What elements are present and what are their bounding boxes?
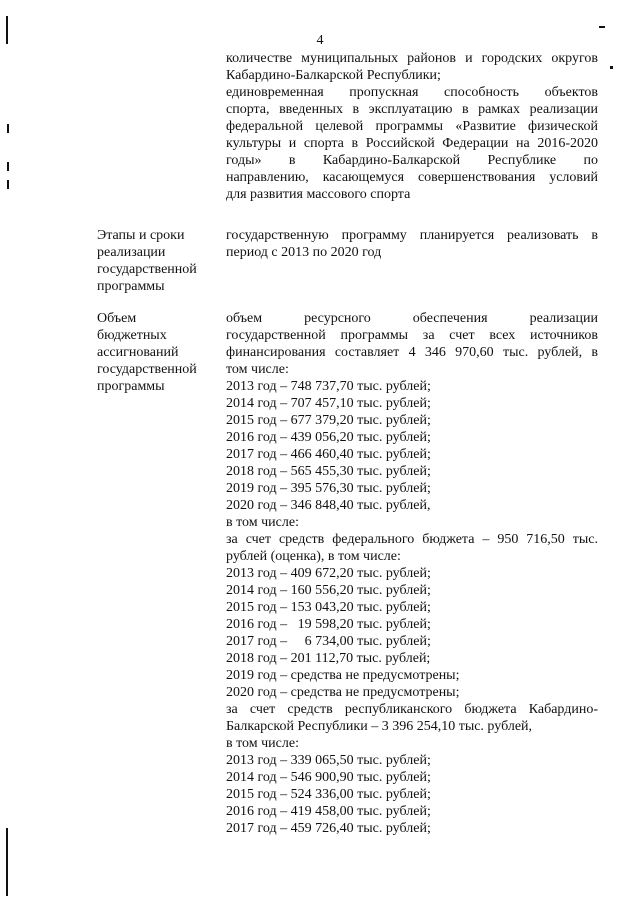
text-line: в том числе: [226, 515, 299, 530]
text-line: период с 2013 по 2020 год [226, 245, 382, 260]
scan-edge-mark [7, 124, 9, 133]
text-line: объем ресурсного обеспечения реализации [226, 311, 598, 326]
label-line: государственной [97, 262, 197, 277]
text-line: для развития массового спорта [226, 187, 411, 202]
year-amount-line: 2017 год – 466 460,40 тыс. рублей; [226, 447, 431, 462]
scan-edge-mark [7, 180, 9, 189]
label-line: бюджетных [97, 328, 167, 343]
year-amount-line: 2016 год – 439 056,20 тыс. рублей; [226, 430, 431, 445]
year-amount-line: 2015 год – 677 379,20 тыс. рублей; [226, 413, 431, 428]
scan-corner-mark [599, 26, 605, 28]
year-amount-line: 2015 год – 153 043,20 тыс. рублей; [226, 600, 431, 615]
text-line: культуры и спорта в Российской Федерации на 2016-2020 [226, 136, 598, 151]
year-amount-line: 2019 год – 395 576,30 тыс. рублей; [226, 481, 431, 496]
text-line: Балкарской Республики – 3 396 254,10 тыс. рублей, [226, 719, 533, 734]
scan-dot-mark [610, 66, 613, 69]
text-line: в том числе: [226, 736, 299, 751]
text-line: государственную программу планируется реализовать в [226, 228, 598, 243]
text-line: государственной программы за счет всех источников [226, 328, 598, 343]
text-line: спорта, введенных в эксплуатацию в рамках реализации [226, 102, 598, 117]
text-line: за счет средств федерального бюджета – 950 716,50 тыс. [226, 532, 598, 547]
text-line: направлению, касающемуся совершенствования условий [226, 170, 598, 185]
year-amount-line: 2015 год – 524 336,00 тыс. рублей; [226, 787, 431, 802]
year-amount-line: 2014 год – 707 457,10 тыс. рублей; [226, 396, 431, 411]
label-line: программы [97, 279, 165, 294]
year-amount-line: 2014 год – 546 900,90 тыс. рублей; [226, 770, 431, 785]
budget-label [97, 310, 222, 395]
text-line: Кабардино-Балкарской Республики; [226, 68, 441, 83]
label-line: ассигнований [97, 345, 179, 360]
label-line: программы [97, 379, 165, 394]
year-amount-line: 2016 год – 19 598,20 тыс. рублей; [226, 617, 431, 632]
text-line: количестве муниципальных районов и городских округов [226, 51, 598, 66]
text-line: за счет средств республиканского бюджета Кабардино- [226, 702, 598, 717]
year-amount-line: 2017 год – 6 734,00 тыс. рублей; [226, 634, 431, 649]
stages-text [226, 227, 598, 261]
text-line: финансирования составляет 4 346 970,60 тыс. рублей, в [226, 345, 598, 360]
label-line: государственной [97, 362, 197, 377]
year-amount-line: 2020 год – средства не предусмотрены; [226, 685, 460, 700]
label-line: реализации [97, 245, 166, 260]
budget-text [226, 310, 598, 837]
year-amount-line: 2014 год – 160 556,20 тыс. рублей; [226, 583, 431, 598]
year-amount-line: 2017 год – 459 726,40 тыс. рублей; [226, 821, 431, 836]
year-amount-line: 2013 год – 409 672,20 тыс. рублей; [226, 566, 431, 581]
label-line: Объем [97, 311, 137, 326]
year-amount-line: 2016 год – 419 458,00 тыс. рублей; [226, 804, 431, 819]
scan-edge-mark [6, 828, 8, 896]
label-line: Этапы и сроки [97, 228, 185, 243]
year-amount-line: 2018 год – 201 112,70 тыс. рублей; [226, 651, 431, 666]
text-line: том числе: [226, 362, 289, 377]
text-line: рублей (оценка), в том числе: [226, 549, 401, 564]
stages-label [97, 227, 222, 295]
year-amount-line: 2018 год – 565 455,30 тыс. рублей; [226, 464, 431, 479]
page-number: 4 [316, 33, 324, 48]
year-amount-line: 2020 год – 346 848,40 тыс. рублей, [226, 498, 431, 513]
scan-edge-mark [7, 162, 9, 171]
indicators-continuation [226, 50, 598, 203]
year-amount-line: 2019 год – средства не предусмотрены; [226, 668, 460, 683]
text-line: годы» в Кабардино-Балкарской Республике по [226, 153, 598, 168]
year-amount-line: 2013 год – 748 737,70 тыс. рублей; [226, 379, 431, 394]
year-amount-line: 2013 год – 339 065,50 тыс. рублей; [226, 753, 431, 768]
text-line: единовременная пропускная способность объектов [226, 85, 598, 100]
text-line: федеральной целевой программы «Развитие физической [226, 119, 598, 134]
